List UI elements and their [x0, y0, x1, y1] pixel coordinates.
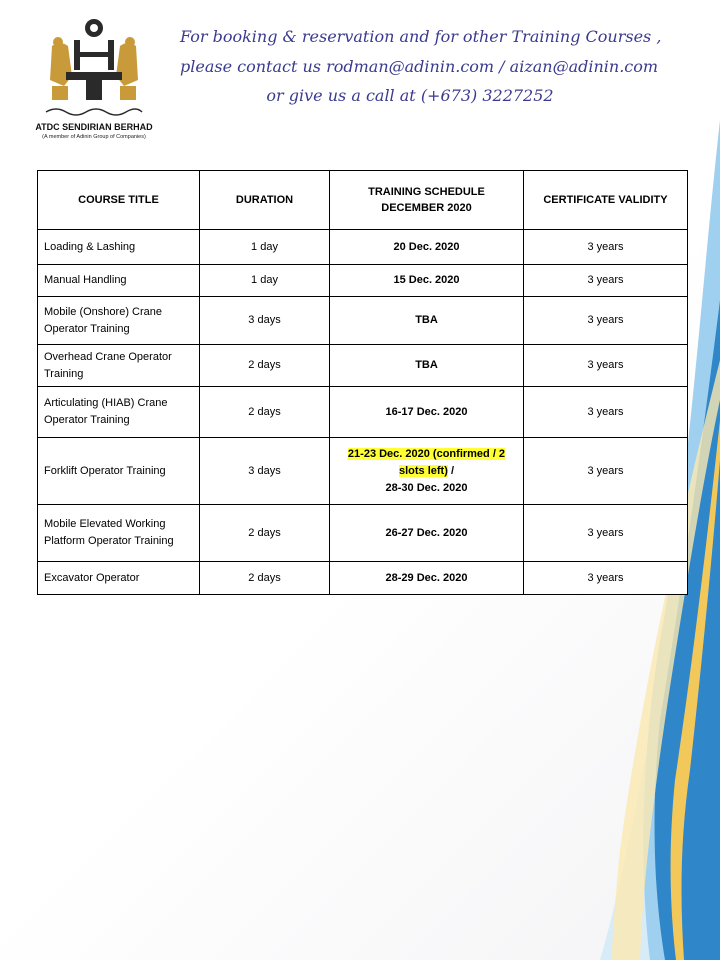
- course-title-cell: Loading & Lashing: [38, 230, 200, 265]
- table-row: [38, 505, 688, 562]
- table-row: [38, 387, 688, 438]
- schedule-cell: 28-29 Dec. 2020: [330, 562, 524, 595]
- duration-cell: 3 days: [200, 438, 330, 505]
- duration-cell: 3 days: [200, 297, 330, 345]
- validity-cell: 3 years: [524, 505, 688, 562]
- course-title-cell: Manual Handling: [38, 265, 200, 297]
- company-name: ATDC SENDIRIAN BERHAD: [35, 122, 153, 132]
- course-title-cell: Mobile Elevated Working Platform Operator Training: [38, 505, 200, 562]
- validity-cell: 3 years: [524, 297, 688, 345]
- contact-info: [180, 22, 662, 111]
- schedule-cell: TBA: [330, 345, 524, 387]
- schedule-separator: /: [447, 464, 455, 477]
- duration-cell: 2 days: [200, 387, 330, 438]
- logo-emblem-icon: [32, 16, 156, 120]
- schedule-cell: 16-17 Dec. 2020: [330, 387, 524, 438]
- duration-cell: 1 day: [200, 265, 330, 297]
- validity-cell: 3 years: [524, 387, 688, 438]
- contact-line-2: please contact us rodman@adinin.com / aizan@adinin.com: [180, 56, 659, 76]
- course-title-cell: Forklift Operator Training: [38, 438, 200, 505]
- validity-cell: 3 years: [524, 230, 688, 265]
- validity-cell: 3 years: [524, 345, 688, 387]
- duration-cell: 2 days: [200, 505, 330, 562]
- schedule-cell: 26-27 Dec. 2020: [330, 505, 524, 562]
- header-course-title: COURSE TITLE: [38, 171, 200, 230]
- header-training-schedule: TRAINING SCHEDULE DECEMBER 2020: [330, 171, 524, 230]
- header-duration: DURATION: [200, 171, 330, 230]
- validity-cell: 3 years: [524, 562, 688, 595]
- training-schedule-table: [37, 170, 688, 595]
- contact-line-1: For booking & reservation and for other Training Courses ,: [180, 27, 662, 46]
- course-title-cell: Excavator Operator: [38, 562, 200, 595]
- company-tagline: (A member of Adinin Group of Companies): [42, 134, 146, 140]
- course-title-cell: Overhead Crane Operator Training: [38, 345, 200, 387]
- table-row: [38, 265, 688, 297]
- table-row: [38, 345, 688, 387]
- schedule-cell: 20 Dec. 2020: [330, 230, 524, 265]
- table-header-row: [38, 171, 688, 230]
- duration-cell: 2 days: [200, 562, 330, 595]
- course-title-cell: Mobile (Onshore) Crane Operator Training: [38, 297, 200, 345]
- contact-line-3: or give us a call at (+673) 3227252: [266, 86, 554, 105]
- schedule-cell: 15 Dec. 2020: [330, 265, 524, 297]
- validity-cell: 3 years: [524, 265, 688, 297]
- course-title-cell: Articulating (HIAB) Crane Operator Training: [38, 387, 200, 438]
- validity-cell: 3 years: [524, 438, 688, 505]
- table-row: [38, 230, 688, 265]
- header-certificate-validity: CERTIFICATE VALIDITY: [524, 171, 688, 230]
- duration-cell: 1 day: [200, 230, 330, 265]
- schedule-alternate: 28-30 Dec. 2020: [385, 481, 468, 494]
- duration-cell: 2 days: [200, 345, 330, 387]
- schedule-cell: TBA: [330, 297, 524, 345]
- table-row: [38, 438, 688, 505]
- table-row: [38, 562, 688, 595]
- schedule-highlight: 21-23 Dec. 2020 (confirmed / 2 slots left): [347, 447, 506, 477]
- company-logo: [32, 16, 156, 142]
- schedule-cell: [330, 438, 524, 505]
- table-row: [38, 297, 688, 345]
